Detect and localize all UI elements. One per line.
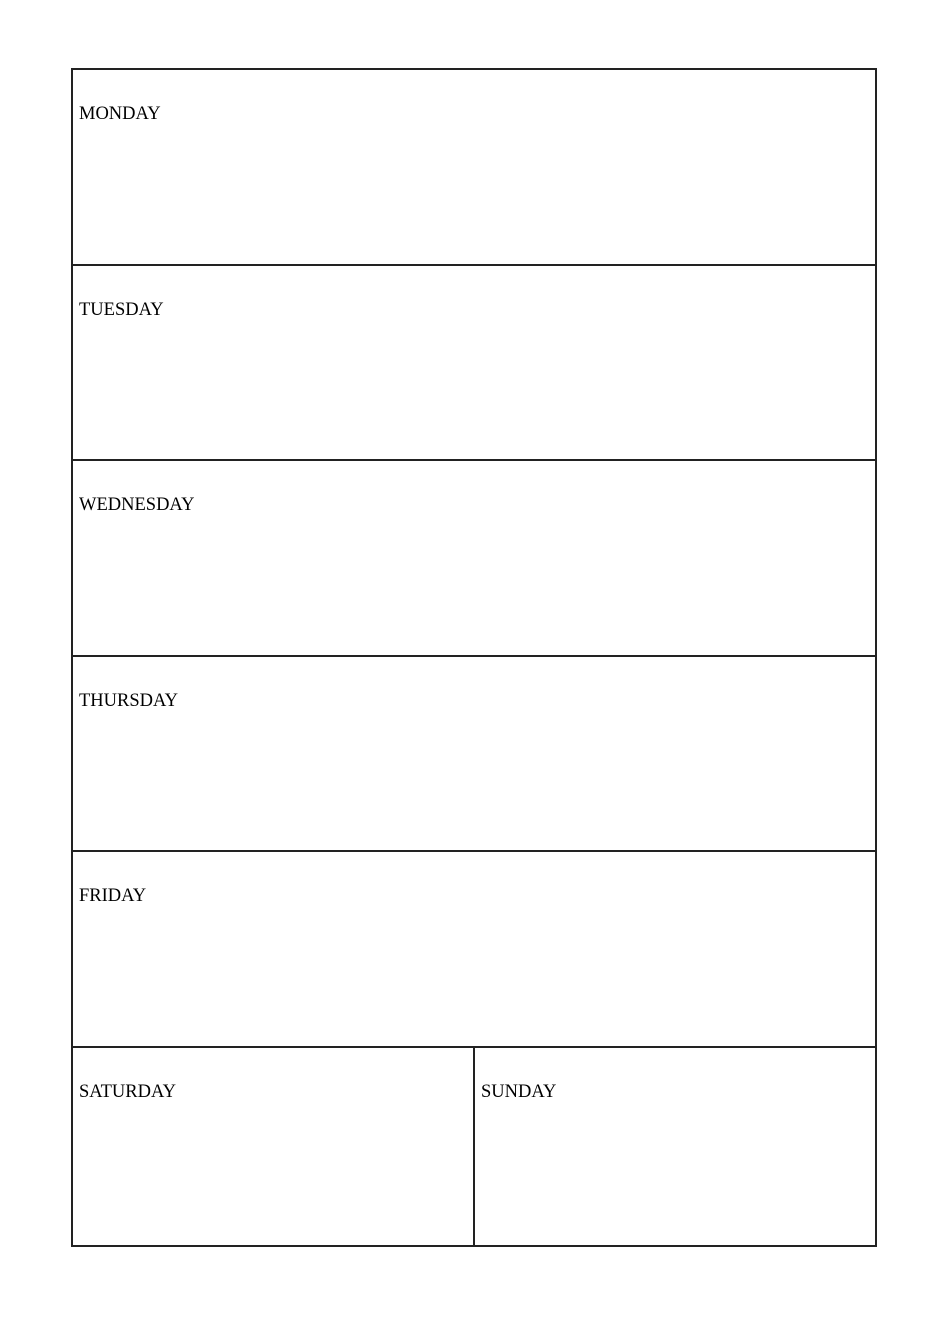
day-label-friday: FRIDAY [79,886,147,907]
day-label-saturday: SATURDAY [79,1081,176,1102]
day-label-sunday: SUNDAY [481,1081,557,1102]
day-label-monday: MONDAY [79,104,161,124]
day-label-wednesday: WEDNESDAY [79,495,195,516]
day-row-thursday [73,657,875,853]
day-label-thursday: THURSDAY [79,690,179,711]
day-row-tuesday [73,266,875,462]
day-row-monday [73,70,875,266]
day-row-wednesday [73,461,875,657]
day-row-friday [73,852,875,1048]
day-cell-sunday [473,1048,875,1245]
weekly-planner [71,68,877,1247]
day-label-tuesday: TUESDAY [79,299,164,320]
weekend-row [73,1048,875,1245]
day-cell-saturday [73,1048,473,1245]
